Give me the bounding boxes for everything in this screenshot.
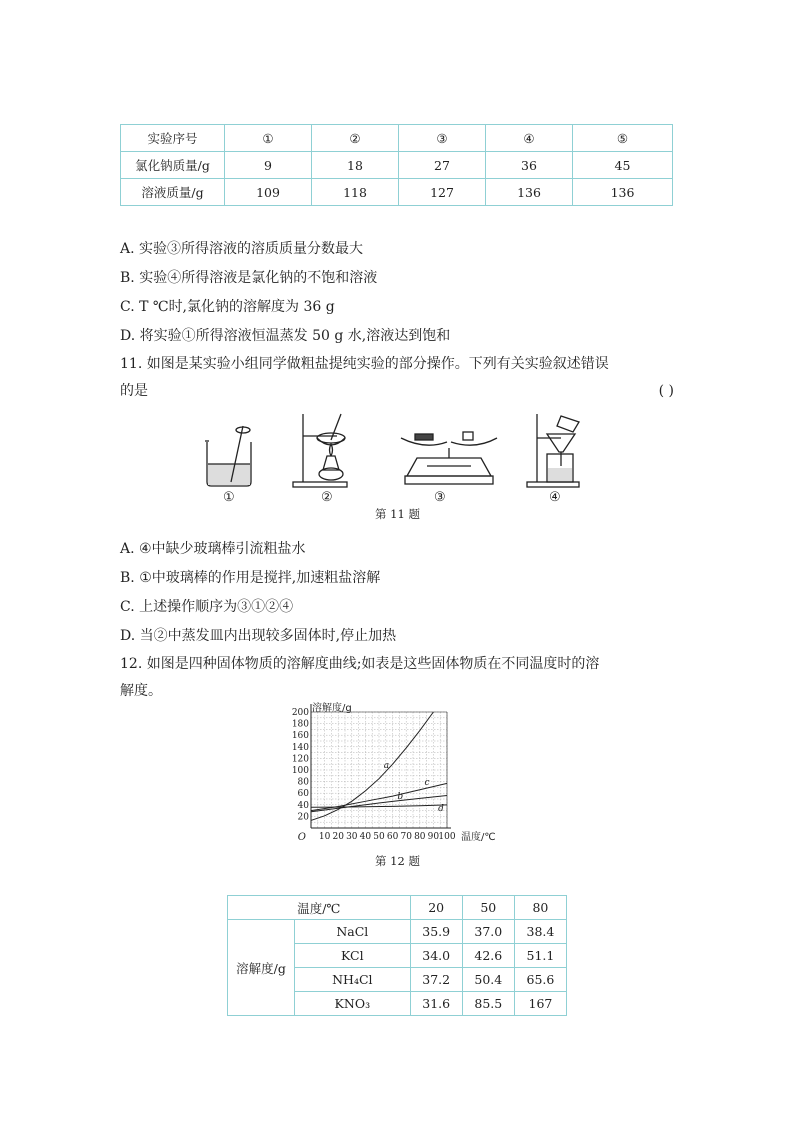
x-tick-label: 60 <box>386 832 399 842</box>
table-cell: 136 <box>573 179 673 206</box>
y-tick-label: 180 <box>291 719 309 730</box>
figure-caption-11: 第 11 题 <box>375 507 420 521</box>
table-row <box>228 896 567 920</box>
table-cell: 27 <box>399 152 486 179</box>
q11-stem-line1: 11. 如图是某实验小组同学做粗盐提纯实验的部分操作。下列有关实验叙述错误 <box>120 356 609 372</box>
row-label: 溶液质量/g <box>121 179 225 206</box>
chart-grid <box>311 712 447 828</box>
q11-option-b: B. ①中玻璃棒的作用是搅拌,加速粗盐溶解 <box>120 570 381 586</box>
x-tick-label: 70 <box>400 832 412 842</box>
y-tick-label: 120 <box>291 754 309 765</box>
q10-option-c: C. T ℃时,氯化钠的溶解度为 36 g <box>120 299 335 315</box>
row-label: KNO₃ <box>295 992 411 1016</box>
balance-scale-icon <box>401 432 497 484</box>
y-tick-label: 40 <box>297 800 309 811</box>
table-cell: 37.0 <box>462 920 514 944</box>
table-cell: 35.9 <box>410 920 462 944</box>
q11-stem-line2: 的是 <box>120 383 148 399</box>
figure-label-4: ④ <box>549 490 561 505</box>
x-tick-label: 20 <box>332 832 344 842</box>
x-tick-label: 10 <box>318 832 331 842</box>
table-cell: 37.2 <box>410 968 462 992</box>
table-cell: 50.4 <box>462 968 514 992</box>
table-cell: 51.1 <box>514 944 566 968</box>
chart-labels <box>292 701 496 843</box>
x-tick-label: 50 <box>373 832 385 842</box>
evaporation-setup-icon <box>293 414 347 487</box>
table-cell: 42.6 <box>462 944 514 968</box>
q11-stem-line2-wrap <box>120 378 680 405</box>
q11-option-a: A. ④中缺少玻璃棒引流粗盐水 <box>120 541 306 557</box>
table-cell: 9 <box>225 152 312 179</box>
table-cell: 31.6 <box>410 992 462 1016</box>
table-cell: 18 <box>312 152 399 179</box>
row-group-label: 溶解度/g <box>228 920 295 1016</box>
row-label: NH₄Cl <box>295 968 411 992</box>
q11-stem <box>120 351 680 405</box>
series-label-d: d <box>438 804 444 815</box>
table-cell: 36 <box>486 152 573 179</box>
x-tick-label: 40 <box>359 832 372 842</box>
y-tick-label: 200 <box>291 708 309 718</box>
y-tick-label: 20 <box>297 812 309 823</box>
y-axis-label: 溶解度/g <box>312 703 352 714</box>
table-cell: 118 <box>312 179 399 206</box>
q11-option-d: D. 当②中蒸发皿内出现较多固体时,停止加热 <box>120 628 397 644</box>
table-header: ② <box>312 125 399 152</box>
table-cell: 136 <box>486 179 573 206</box>
table-cell: 167 <box>514 992 566 1016</box>
y-tick-label: 140 <box>291 742 309 753</box>
solubility-table <box>227 895 567 1016</box>
table-cell: 109 <box>225 179 312 206</box>
q10-option-d: D. 将实验①所得溶液恒温蒸发 50 g 水,溶液达到饱和 <box>120 328 451 344</box>
table-header: 温度/℃ <box>228 896 411 920</box>
x-tick-label: 100 <box>438 832 456 842</box>
table-cell: 38.4 <box>514 920 566 944</box>
y-tick-label: 60 <box>297 789 309 800</box>
q10-option-a: A. 实验③所得溶液的溶质质量分数最大 <box>120 241 364 257</box>
beaker-stir-icon <box>205 426 251 486</box>
table-header: ① <box>225 125 312 152</box>
q12-stem <box>120 651 680 705</box>
table-header: ④ <box>486 125 573 152</box>
table-header: 50 <box>462 896 514 920</box>
series-label-b: b <box>397 792 404 803</box>
series-label-c: c <box>424 778 430 789</box>
figure-caption-12: 第 12 题 <box>375 854 420 868</box>
table-row <box>228 920 567 944</box>
q10-option-b: B. 实验④所得溶液是氯化钠的不饱和溶液 <box>120 270 378 286</box>
answer-bracket: ( ) <box>658 383 674 399</box>
table-row <box>121 152 673 179</box>
filtration-setup-icon <box>527 414 579 487</box>
table-header: ③ <box>399 125 486 152</box>
q12-stem-line2: 解度。 <box>120 683 162 699</box>
x-tick-label: 90 <box>427 832 440 842</box>
x-axis-label: 温度/℃ <box>461 832 496 843</box>
experiment-table <box>120 124 673 206</box>
table-header: 20 <box>410 896 462 920</box>
q12-stem-line1: 12. 如图是四种固体物质的溶解度曲线;如表是这些固体物质在不同温度时的溶 <box>120 656 600 672</box>
table-row <box>121 125 673 152</box>
table-cell: 34.0 <box>410 944 462 968</box>
series-label-a: a <box>383 760 390 771</box>
table-cell: 127 <box>399 179 486 206</box>
table-header: 实验序号 <box>121 125 225 152</box>
q11-option-c: C. 上述操作顺序为③①②④ <box>120 599 294 615</box>
row-label: KCl <box>295 944 411 968</box>
figure-label-1: ① <box>223 490 235 505</box>
solubility-chart <box>285 698 515 846</box>
y-tick-label: 80 <box>297 777 309 788</box>
table-cell: 85.5 <box>462 992 514 1016</box>
table-header: ⑤ <box>573 125 673 152</box>
table-cell: 65.6 <box>514 968 566 992</box>
figure-label-3: ③ <box>434 490 446 505</box>
figure-label-2: ② <box>321 490 333 505</box>
table-row <box>121 179 673 206</box>
x-tick-label: 30 <box>346 832 358 842</box>
origin-label: O <box>297 832 306 843</box>
row-label: NaCl <box>295 920 411 944</box>
y-tick-label: 100 <box>291 766 309 776</box>
row-label: 氯化钠质量/g <box>121 152 225 179</box>
y-tick-label: 160 <box>291 731 309 742</box>
x-tick-label: 80 <box>414 832 426 842</box>
lab-apparatus-figure <box>195 408 595 490</box>
table-header: 80 <box>514 896 566 920</box>
table-cell: 45 <box>573 152 673 179</box>
